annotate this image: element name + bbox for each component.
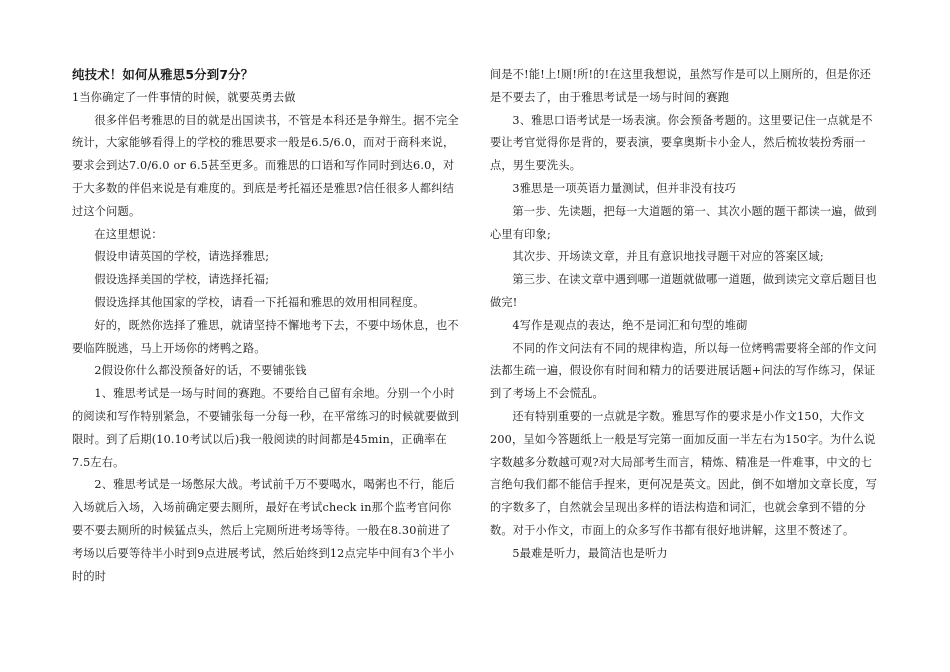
paragraph: 其次步、开场读文章，并且有意识地找寻题干对应的答案区域;: [512, 250, 824, 264]
right-column-body: [490, 64, 880, 566]
paragraph: 间是不!能!上!厕!所!的!在这里我想说，虽然写作是可以上厕所的，但是你还是不要去了，由于雅思考试是一场与时间的赛跑: [490, 68, 872, 104]
paragraph: 1当你确定了一件事情的时候，就要英勇去做: [72, 90, 296, 104]
paragraph: 第一步、先读题，把每一大道题的第一、其次小题的题干都读一遍，做到心里有印象;: [490, 204, 877, 241]
paragraph: 2、雅思考试是一场憋尿大战。考试前千万不要喝水，喝粥也不行，能后入场就后入场，入场前确定要去厕所，最好在考试check in那个监考官问你要不要去厕所的时候猛点头，然后上完厕所进考场等待。一般在8.30前进了考场以后要等待半小时到9点进展考试，然后始终到12点完毕中间有3个半小时的时: [72, 478, 455, 583]
paragraph: 假设选择美国的学校，请选择托福;: [94, 273, 270, 287]
paragraph: 2假设你什么都没预备好的话，不要铺张钱: [94, 364, 307, 378]
paragraph: 不同的作文问法有不同的规律构造，所以每一位烤鸭需要将全部的作文问法都生疏一遍，假设你有时间和精力的话要进展话题+问法的写作练习，保证到了考场上不会慌乱。: [490, 341, 877, 401]
paragraph: 1、雅思考试是一场与时间的赛跑。不要给自己留有余地。分别一个小时的阅读和写作特别紧急，不要铺张每一分每一秒，在平常练习的时候就要做到限时。到了后期(10.10考试以后)我一般阅读的时间都是45min，正确率在7.5左右。: [72, 387, 460, 469]
paragraph: 4写作是观点的表达，绝不是词汇和句型的堆砌: [512, 318, 748, 332]
paragraph: 假设申请英国的学校，请选择雅思;: [94, 250, 270, 264]
left-column: [72, 64, 462, 588]
document-title: 纯技术！如何从雅思5分到7分？: [72, 67, 254, 82]
paragraph: 好的，既然你选择了雅思，就请坚持不懈地考下去，不要中场休息，也不要临阵脱逃，马上开场你的烤鸭之路。: [72, 318, 459, 355]
right-column: [490, 64, 880, 566]
paragraph: 还有特别重要的一点就是字数。雅思写作的要求是小作文150，大作文200，呈如今答题纸上一般是写完第一面加反面一半左右为150字。为什么说字数越多分数越可观?对大局部考生而言，精炼、精准是一件难事，中文的七言绝句我们都不能信手捏来，更何况是英文。因此，倒不如增加文章长度，写的字数多了，自然就会呈现出多样的语法构造和词汇，也就会拿到不错的分数。对于小作文，市面上的众多写作书都有很好地讲解，这里不赘述了。: [490, 409, 878, 537]
paragraph: 在这里想说：: [94, 227, 163, 241]
paragraph: 3、雅思口语考试是一场表演。你会预备考题的。这里要记住一点就是不要让考官觉得你是背的，要表演，要拿奥斯卡小金人，然后梳妆装扮秀丽一点，男生要洗头。: [490, 113, 873, 173]
left-column-body: [72, 87, 462, 589]
paragraph: 3雅思是一项英语力量测试，但并非没有技巧: [512, 181, 737, 195]
paragraph: 第三步、在读文章中遇到哪一道题就做哪一道题，做到读完文章后题目也做完!: [490, 273, 877, 309]
paragraph: 很多伴侣考雅思的目的就是出国读书，不管是本科还是争辩生。据不完全统计，大家能够看得上的学校的雅思要求一般是6.5/6.0，而对于商科来说，要求会到达7.0/6.0 or 6.5甚至更多。而雅思的口语和写作同时到达6.0，对于大多数的伴侣来说是有难度的。到底是考托福还是雅思?信任很多人都纠结过这个问题。: [72, 113, 459, 218]
paragraph: 假设选择其他国家的学校，请看一下托福和雅思的效用相同程度。: [94, 295, 425, 309]
paragraph: 5最难是听力，最简洁也是听力: [512, 546, 668, 560]
